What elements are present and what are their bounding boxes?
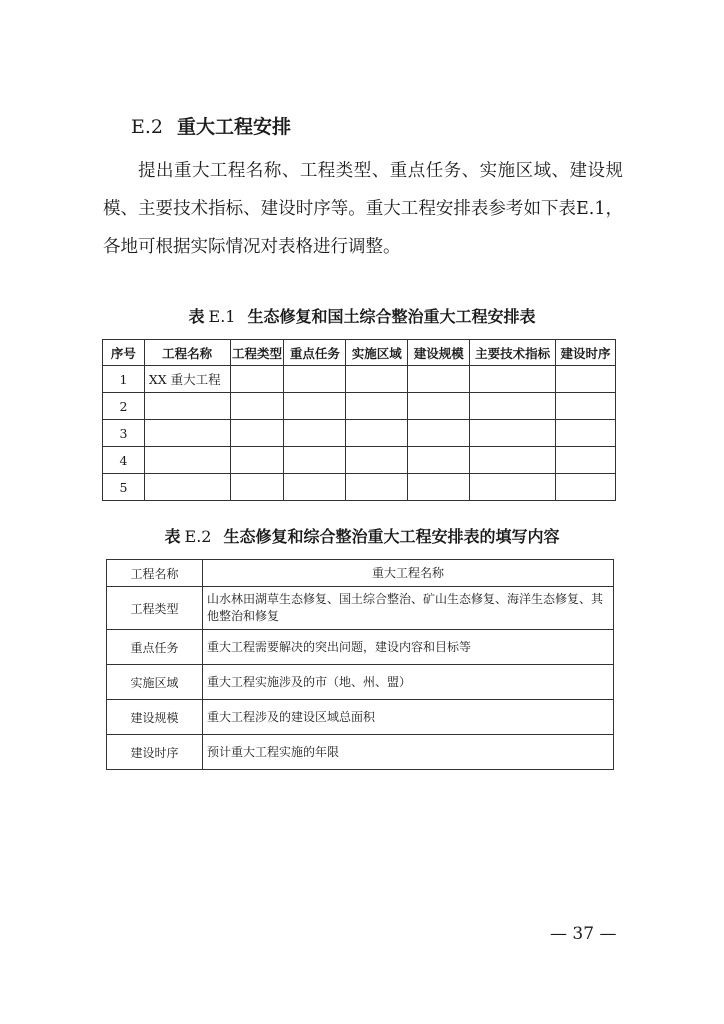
table-cell (556, 393, 616, 420)
table-cell (230, 366, 284, 393)
table1-caption-prefix: 表 (188, 307, 205, 326)
body-paragraph (103, 152, 623, 266)
table-cell: 建设规模 (107, 700, 203, 735)
table-cell: 重大工程名称 (203, 560, 614, 587)
table-cell (284, 420, 346, 447)
section-heading (131, 112, 291, 139)
column-header: 重点任务 (284, 340, 346, 366)
table-cell (408, 474, 470, 501)
column-header: 序号 (103, 340, 145, 366)
column-header: 工程名称 (144, 340, 230, 366)
table-cell (284, 366, 346, 393)
column-header: 建设规模 (408, 340, 470, 366)
major-projects-table (102, 339, 616, 501)
table-cell (470, 447, 556, 474)
table2-caption-prefix: 表 (164, 527, 181, 546)
table-cell (408, 420, 470, 447)
table-row (103, 366, 616, 393)
table-cell (556, 366, 616, 393)
table-row (107, 630, 614, 665)
table-cell (144, 447, 230, 474)
table-cell: 重大工程实施涉及的市（地、州、盟） (203, 665, 614, 700)
table-cell (346, 393, 408, 420)
table1-caption (0, 304, 724, 327)
table-cell (230, 474, 284, 501)
table-cell: 重大工程需要解决的突出问题，建设内容和目标等 (203, 630, 614, 665)
table-cell (556, 420, 616, 447)
column-header: 建设时序 (556, 340, 616, 366)
table-cell: 建设时序 (107, 735, 203, 770)
table-row (107, 587, 614, 630)
table-cell (346, 366, 408, 393)
table-cell (230, 447, 284, 474)
table-cell (346, 474, 408, 501)
table-cell (408, 366, 470, 393)
table-header-row (103, 340, 616, 366)
table-cell (408, 447, 470, 474)
table-cell: 山水林田湖草生态修复、国土综合整治、矿山生态修复、海洋生态修复、其他整治和修复 (203, 587, 614, 630)
table-cell: 2 (103, 393, 145, 420)
table-cell: 重点任务 (107, 630, 203, 665)
section-title: 重大工程安排 (177, 116, 292, 138)
table-cell: 工程名称 (107, 560, 203, 587)
table-cell (470, 474, 556, 501)
table1-caption-title: 生态修复和国土综合整治重大工程安排表 (247, 307, 536, 326)
table-cell (408, 393, 470, 420)
table-cell (144, 474, 230, 501)
table-cell: 1 (103, 366, 145, 393)
table-row (103, 447, 616, 474)
table-row (107, 665, 614, 700)
table-cell (284, 474, 346, 501)
table-row (107, 735, 614, 770)
table-cell (556, 474, 616, 501)
table-row (103, 393, 616, 420)
table-cell: 实施区域 (107, 665, 203, 700)
section-number: E.2 (131, 116, 163, 138)
table-cell (284, 393, 346, 420)
table-cell (470, 420, 556, 447)
column-header: 实施区域 (346, 340, 408, 366)
table-cell (144, 420, 230, 447)
table2-caption-number: E.2 (184, 527, 212, 546)
table-cell (284, 447, 346, 474)
fill-content-table (106, 559, 614, 770)
table-cell: 工程类型 (107, 587, 203, 630)
table-cell (230, 420, 284, 447)
table-cell: 5 (103, 474, 145, 501)
table-cell (230, 393, 284, 420)
table-row (103, 474, 616, 501)
table-cell (346, 447, 408, 474)
table-cell: XX 重大工程 (144, 366, 230, 393)
column-header: 工程类型 (230, 340, 284, 366)
table-cell (470, 393, 556, 420)
table-cell (144, 393, 230, 420)
table-cell (346, 420, 408, 447)
table-cell: 3 (103, 420, 145, 447)
table1-caption-number: E.1 (208, 307, 236, 326)
table-header-row (107, 560, 614, 587)
table-cell (470, 366, 556, 393)
page-number: — 37 — (550, 924, 617, 944)
table-cell: 4 (103, 447, 145, 474)
paragraph-text: 提出重大工程名称、工程类型、重点任务、实施区域、建设规模、主要技术指标、建设时序等。重大工程安排表参考如下表E.1，各地可根据实际情况对表格进行调整。 (103, 161, 623, 257)
table-cell (556, 447, 616, 474)
column-header: 主要技术指标 (470, 340, 556, 366)
table-cell: 预计重大工程实施的年限 (203, 735, 614, 770)
table-row (107, 700, 614, 735)
table2-caption (0, 524, 724, 547)
table2-caption-title: 生态修复和综合整治重大工程安排表的填写内容 (223, 527, 560, 546)
table-row (103, 420, 616, 447)
table-cell: 重大工程涉及的建设区域总面积 (203, 700, 614, 735)
